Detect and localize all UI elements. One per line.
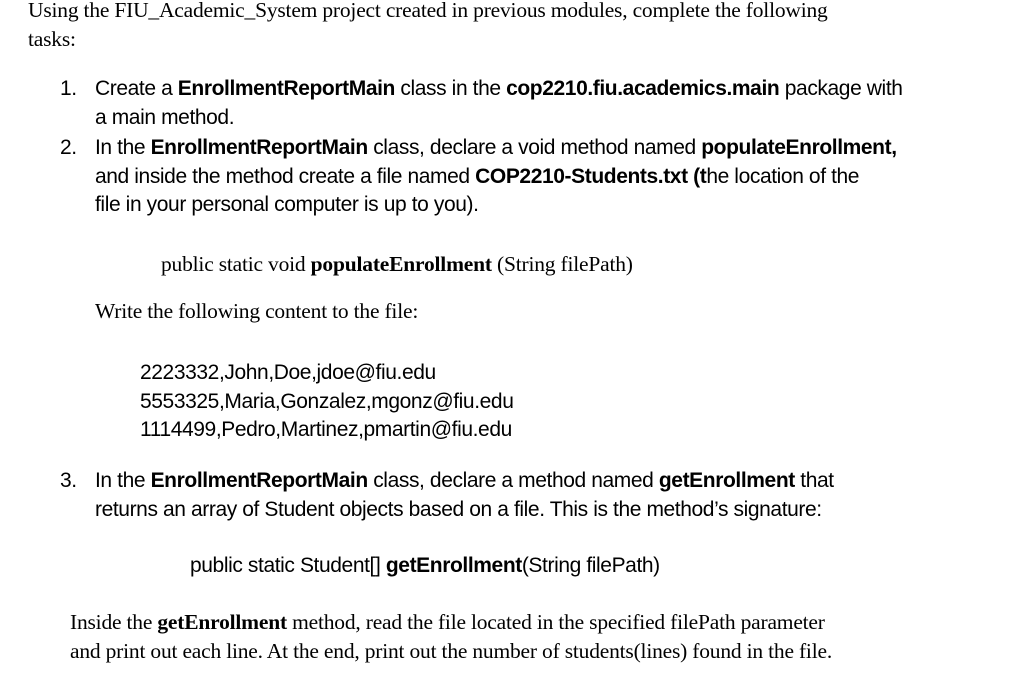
file-content-block [140,359,514,445]
text-run: package with [779,77,903,100]
student-record-2: 5553325,Maria,Gonzalez,mgonz@fiu.edu [140,389,514,413]
class-name-bold: EnrollmentReportMain [177,77,395,100]
signature-line [190,552,660,581]
text-run: that [794,469,834,492]
method-signature-getenrollment [190,552,660,581]
method-name-bold: getEnrollment [658,469,795,492]
task-1-number: 1. [60,77,77,100]
task-3-line-1 [95,467,1024,496]
text-run: Create a [95,77,178,100]
text-run: he location of the [706,164,860,188]
task-item-1 [0,75,1024,132]
filename-bold: COP2210-Students.txt (t [475,164,707,188]
student-record-1: 2223332,John,Doe,jdoe@fiu.edu [140,361,436,384]
text-run: In the [95,136,151,159]
text-run: and inside the method create a file named [95,164,476,188]
intro-line-2: tasks: [28,27,76,51]
text-run: (String filePath) [521,554,660,577]
task-2-line-1 [95,134,1024,163]
write-content-line: Write the following content to the file: [95,299,419,323]
method-name-bold: getEnrollment [157,610,287,634]
task-2-number: 2. [60,136,77,159]
text-run: class, declare a void method named [367,136,702,159]
text-run: class, declare a method named [367,469,659,492]
text-run: public static Student[] [190,554,386,577]
intro-line-1: Using the FIU_Academic_System project created in previous modules, complete the following [28,0,828,22]
task-item-3 [0,467,1024,524]
task-2-text [95,134,1024,220]
task-1-text [95,75,1024,132]
task-2-line-2 [95,163,1024,192]
closing-paragraph [70,608,832,666]
class-name-bold: EnrollmentReportMain [150,469,368,492]
text-run: class in the [394,77,507,100]
text-run: Inside the [70,610,158,634]
intro-paragraph [28,0,828,54]
closing-line-1 [70,608,832,637]
text-run: method, read the file located in the specified filePath parameter [286,610,825,634]
task-1-line-1 [95,75,1024,104]
task-3-text [95,467,1024,524]
method-name-bold: getEnrollment [385,554,522,577]
student-record-3: 1114499,Pedro,Martinez,pmartin@fiu.edu [140,418,512,441]
task-3-number: 3. [60,469,77,492]
task-1-line-2: a main method. [95,105,235,129]
signature-line [161,250,633,279]
write-content-intro [95,297,418,326]
task-3-line-2: returns an array of Student objects based on a file. This is the method’s signature: [95,497,822,521]
task-2-line-3: file in your personal computer is up to you). [95,193,479,216]
method-name-bold: populateEnrollment [310,252,492,276]
text-run: In the [95,469,151,492]
text-run: (String filePath) [491,252,633,276]
closing-line-2: and print out each line. At the end, print out the number of students(lines) found in the file. [70,639,832,663]
method-name-bold: populateEnrollment, [701,136,897,159]
package-name-bold: cop2210.fiu.academics.main [506,77,780,100]
method-signature-populateenrollment [161,250,633,279]
task-item-2 [0,134,1024,220]
class-name-bold: EnrollmentReportMain [150,136,368,159]
text-run: public static void [161,252,311,276]
